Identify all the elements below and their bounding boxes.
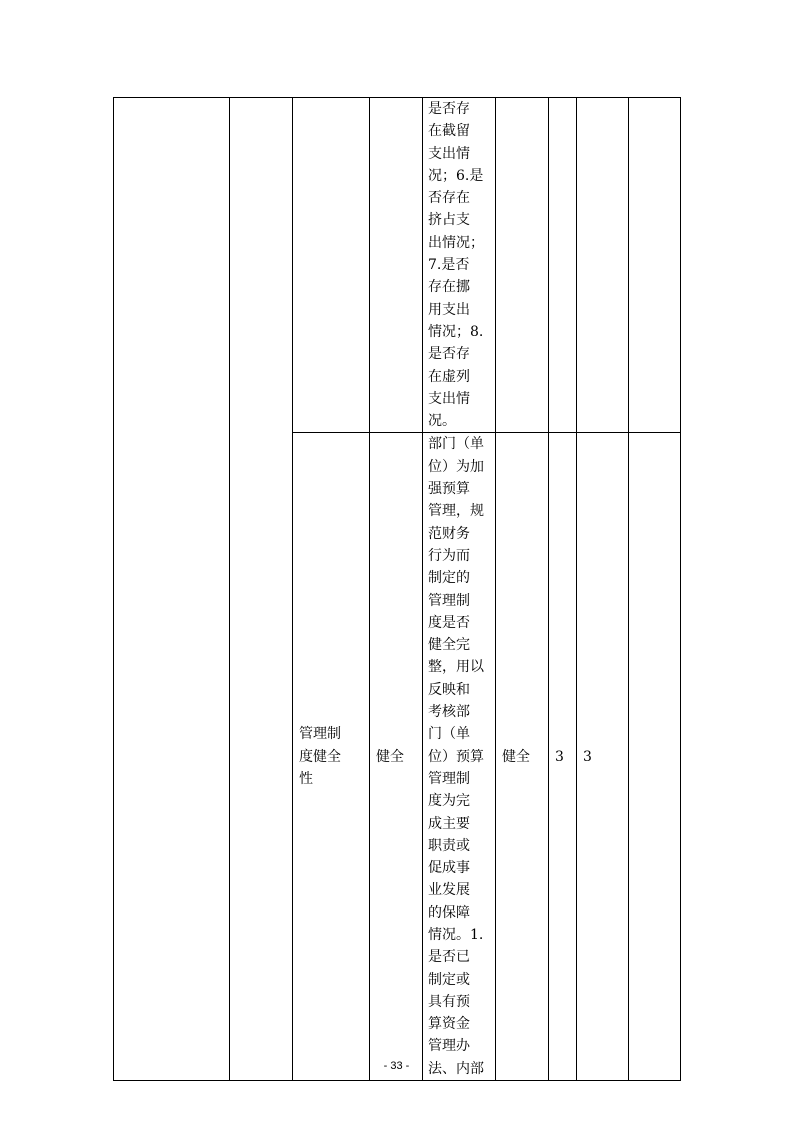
score-text: 3 xyxy=(583,748,592,765)
description-cell xyxy=(423,98,496,433)
score-cell xyxy=(577,433,629,1081)
table-row xyxy=(114,98,681,433)
description-text: 是否存 在截留 支出情 况；6.是 否存在 挤占支 出情况； 7.是否 存在挪 用支出 情况；8. 是否存 在虚列 支出情 况。 xyxy=(428,101,484,430)
indicator-cell xyxy=(293,98,370,433)
weight-text: 3 xyxy=(555,748,564,765)
score-cell xyxy=(577,98,629,433)
standard-text: 健全 xyxy=(376,748,404,765)
standard-cell xyxy=(370,433,423,1081)
secondary-indicator-cell xyxy=(230,98,293,1081)
primary-indicator-cell xyxy=(114,98,230,1081)
weight-cell xyxy=(549,98,577,433)
actual-cell xyxy=(496,98,549,433)
description-cell xyxy=(423,433,496,1081)
remark-cell xyxy=(629,433,681,1081)
actual-cell xyxy=(496,433,549,1081)
indicator-text: 管理制 度健全 性 xyxy=(299,726,341,787)
actual-text: 健全 xyxy=(502,748,530,765)
indicator-cell xyxy=(293,433,370,1081)
description-text: 部门（单 位）为加 强预算 管理，规 范财务 行为而 制定的 管理制 度是否 健全完 整，用以 反映和 考核部 门（单 位）预算 管理制 度为完 成主要 职责或 促成事 业发展 的保障 情况。1. 是否已 制定或 具有预 算资金 管理办 法、内部 xyxy=(428,436,484,1077)
weight-cell xyxy=(549,433,577,1081)
page-number: - 33 - xyxy=(383,1060,410,1072)
evaluation-table xyxy=(113,97,681,1081)
standard-cell xyxy=(370,98,423,433)
remark-cell xyxy=(629,98,681,433)
